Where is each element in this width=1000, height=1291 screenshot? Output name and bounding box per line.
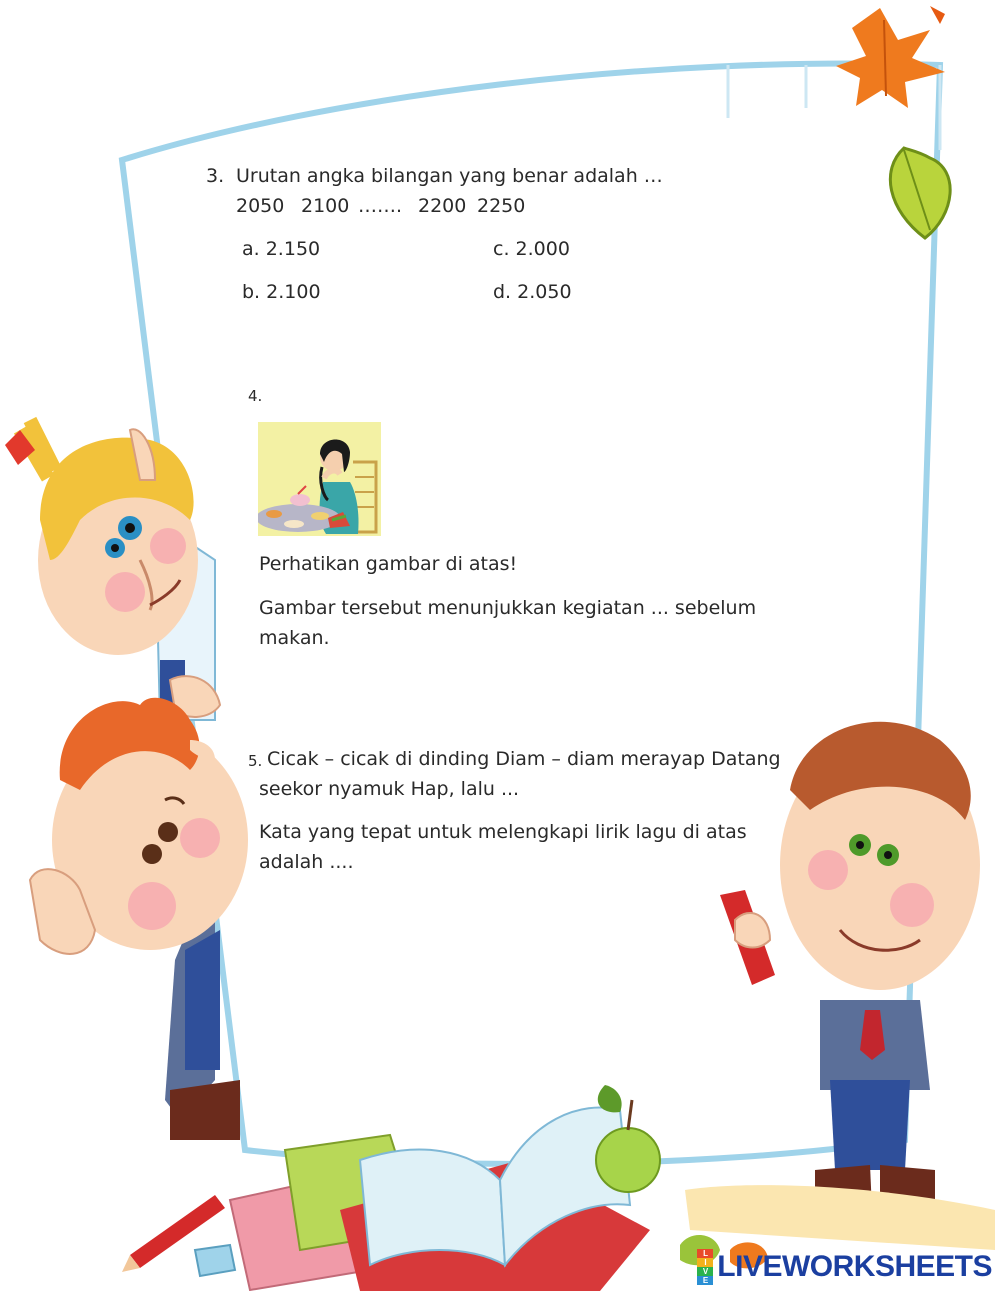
q3-seq-1: 2050 xyxy=(236,195,285,217)
q3-question: Urutan angka bilangan yang benar adalah … xyxy=(236,165,663,187)
q4-question-line1: Gambar tersebut menunjukkan kegiatan ... sebelum xyxy=(259,597,757,619)
boy-left-character-illustration xyxy=(30,698,248,1140)
live-badge-icon: L I V E xyxy=(697,1249,713,1285)
q4-number: 4. xyxy=(248,387,263,405)
q3-option-d[interactable]: d. 2.050 xyxy=(493,281,572,303)
q3-option-b[interactable]: b. 2.100 xyxy=(242,281,321,303)
q3-option-c[interactable]: c. 2.000 xyxy=(493,238,570,260)
q5-lyric-line2: seekor nyamuk Hap, lalu ... xyxy=(259,778,520,800)
brand-name: LIVEWORKSHEETS xyxy=(717,1250,992,1283)
q5-question-line2: adalah .... xyxy=(259,851,354,873)
q5-question-line1: Kata yang tepat untuk melengkapi lirik lagu di atas xyxy=(259,821,747,843)
q3-option-a[interactable]: a. 2.150 xyxy=(242,238,321,260)
q3-number: 3. xyxy=(206,165,225,187)
q3-seq-blank: ……. xyxy=(358,195,403,217)
q4-instruction: Perhatikan gambar di atas! xyxy=(259,553,518,575)
q5-lyric-line1: Cicak – cicak di dinding Diam – diam merayap Datang xyxy=(267,748,781,770)
q3-seq-4: 2200 xyxy=(418,195,467,217)
q3-seq-5: 2250 xyxy=(477,195,526,217)
q3-seq-2: 2100 xyxy=(301,195,350,217)
q5-number: 5. xyxy=(248,752,263,770)
liveworksheets-logo[interactable] xyxy=(697,1249,992,1285)
girl-eating-picture xyxy=(258,422,381,536)
q4-question-line2: makan. xyxy=(259,627,330,649)
eraser-icon xyxy=(195,1245,235,1276)
